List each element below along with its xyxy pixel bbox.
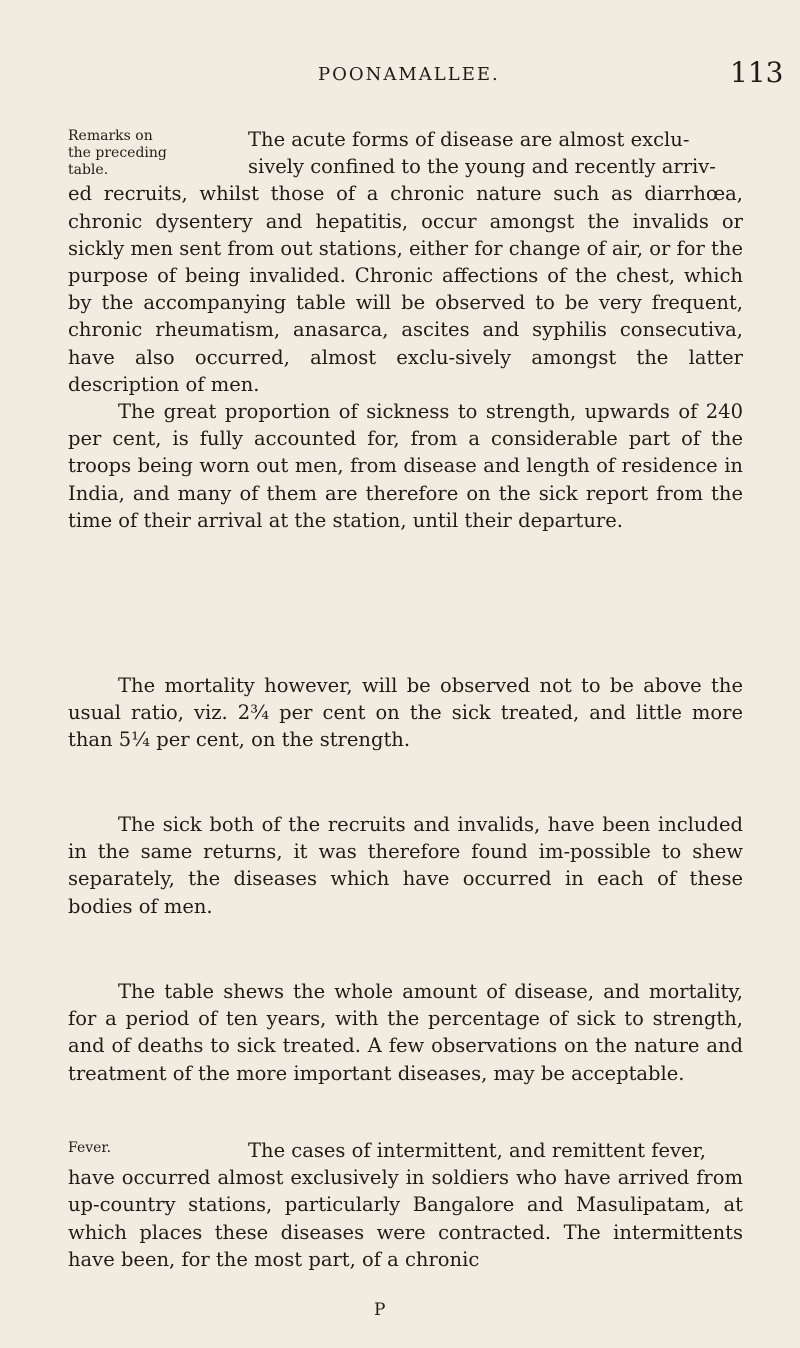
page-header xyxy=(0,56,800,102)
paragraph-mortality: The mortality however, will be observed not to be above the usual ratio, viz. 2¾ per cent on the sick treated, and little more than 5¼ per cent, on the strength. xyxy=(68,674,743,752)
side-note-remarks: Remarks on the preceding table. xyxy=(68,128,167,178)
running-title: POONAMALLEE. xyxy=(318,64,500,85)
paragraph-text: have occurred almost exclusively in soldiers who have arrived from up-country stations, particularly Bangalore and Masulipatam, at which places these diseases were contracted. The intermittents have been, for the most part, of a chronic xyxy=(68,1166,743,1271)
side-note-fever: Fever. xyxy=(68,1140,112,1156)
paragraph-table-summary: The table shews the whole amount of disease, and mortality, for a period of ten years, with the percentage of sick to strength, and of deaths to sick treated. A few observations on the nature and treatment of the more important diseases, may be acceptable. xyxy=(68,980,743,1085)
paragraph-text: ed recruits, whilst those of a chronic nature such as diarrhœa, chronic dysentery and hepatitis, occur amongst the invalids or sickly men sent from out stations, either for change of air, or for the purpose of being invalided. Chronic affections of the chest, which by the accompanying table will be observed to be very frequent, chronic rheumatism, anasarca, ascites and syphilis consecutiva, have also occurred, almost exclu-sively amongst the latter description of men. xyxy=(68,182,743,396)
paragraph-fever xyxy=(68,1137,743,1273)
signature-mark: P xyxy=(374,1300,386,1320)
paragraph-line: The acute forms of disease are almost exclu- xyxy=(248,128,690,151)
paragraph-line: The cases of intermittent, and remittent fever, xyxy=(248,1139,706,1162)
paragraph-remarks xyxy=(68,126,743,398)
paragraph-line: sively confined to the young and recently arriv- xyxy=(248,155,716,179)
paragraph-proportion: The great proportion of sickness to strength, upwards of 240 per cent, is fully accounted for, from a considerable part of the troops being worn out men, from disease and length of residence in India, and many of them are therefore on the sick report from the time of their arrival at the station, until their departure. xyxy=(68,400,743,532)
page-number: 113 xyxy=(730,56,784,89)
paragraph-sick-returns: The sick both of the recruits and invalids, have been included in the same returns, it was therefore found im-possible to shew separately, the diseases which have occurred in each of these bodies of men. xyxy=(68,813,743,918)
